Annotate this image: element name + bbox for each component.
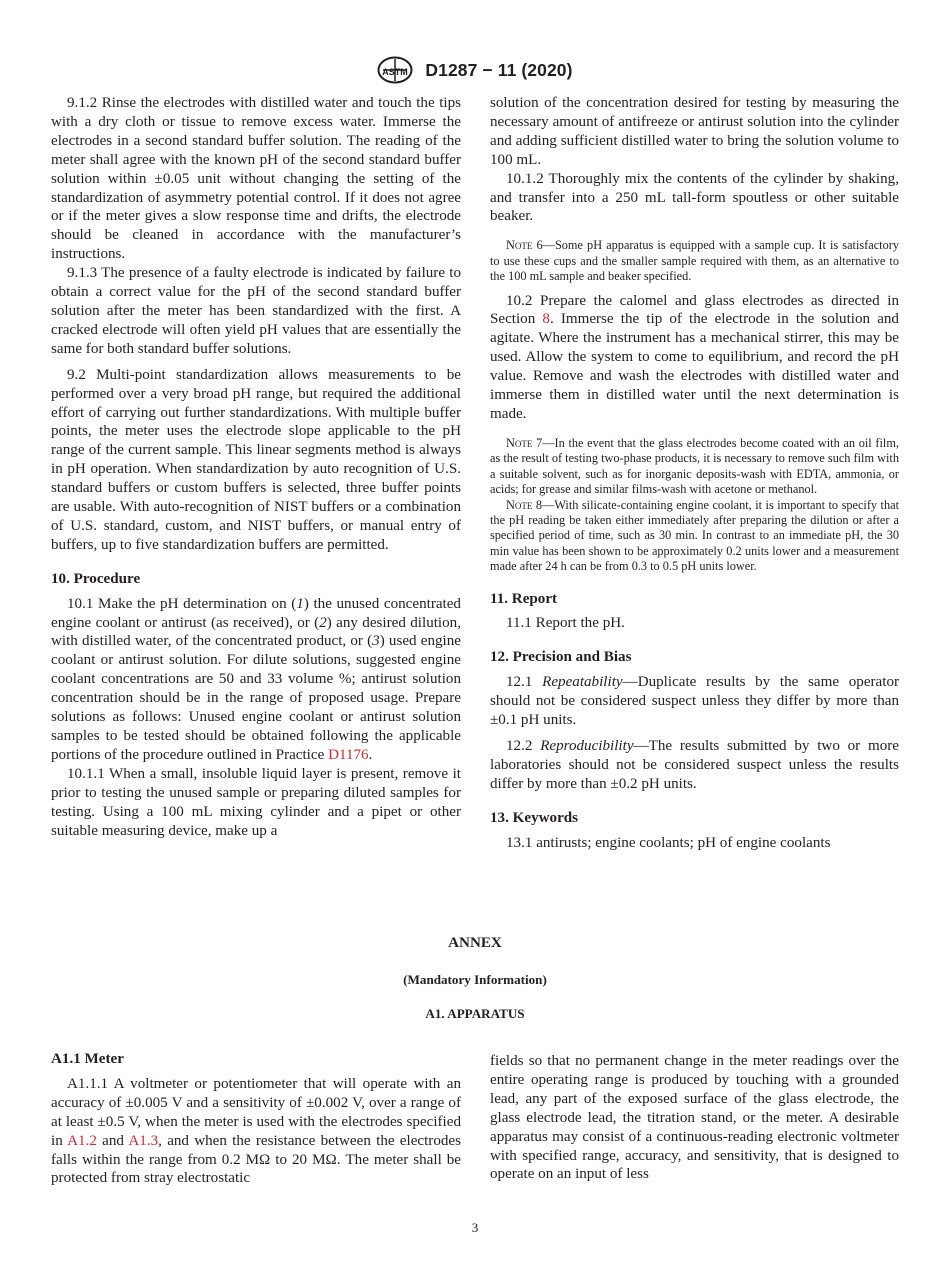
link-d1176[interactable]: D1176: [328, 746, 369, 763]
paragraph-10-1-1: 10.1.1 When a small, insoluble liquid layer is present, remove it prior to testing the unused sample or preparing diluted samples for testing. Using a 100 mL mixing cylinder and a pipet or other suitable measuring device, make up a: [51, 765, 461, 839]
paragraph-continued: solution of the concentration desired for testing by measuring the necessary amount of antifreeze or antirust solution into the cylinder and adding sufficient distilled water to bring the solution volume to 100 mL.: [490, 95, 899, 168]
paragraph-13-1: 13.1 antirusts; engine coolants; pH of engine coolants: [506, 834, 831, 851]
link-a1-2[interactable]: A1.2: [67, 1132, 97, 1149]
paragraph-9-1-2: 9.1.2 Rinse the electrodes with distilled water and touch the tips with a dry cloth or tissue to remove excess water. Immerse the electrodes in a second standard buffer solution. The reading of the meter shall agree with the known pH of the second standard buffer solution within ±0.05 unit without changing the setting of the standardization of asymmetry potential control. If it does not agree or if the meter gives a slow response time and drifts, the electrode should be cleaned in accordance with the manufacturer’s instructions.: [51, 95, 461, 263]
annex-section-heading: A1. APPARATUS: [425, 1006, 525, 1021]
section-heading-precision: 12. Precision and Bias: [490, 649, 632, 666]
section-heading-procedure: 10. Procedure: [51, 570, 141, 587]
paragraph-12-1: 12.1 Repeatability—Duplicate results by the same operator should not be considered suspect unless they differ by more than ±0.1 pH units.: [490, 674, 900, 729]
paragraph-11-1: 11.1 Report the pH.: [506, 615, 625, 632]
paragraph-10-1-2: 10.1.2 Thoroughly mix the contents of the cylinder by shaking, and transfer into a 250 mL tall-form spoutless or other suitable beaker.: [490, 170, 899, 225]
paragraph-a1-1-1: A1.1.1 A voltmeter or potentiometer that will operate with an accuracy of ±0.005 V and a sensitivity of ±0.002 V, over a range of at least ±0.5 V, when the meter is used with the electrodes specified in A1.2 and A1.3, and when the resistance between the electrodes falls within the range from 0.2 MΩ to 20 MΩ. The meter shall be protected from stray electrostatic: [51, 1075, 461, 1187]
paragraph-annex-continued: fields so that no permanent change in the meter readings over the entire operating range is produced by touching with a grounded lead, any part of the exposed surface of the glass electrode, the glass electrode lead, the titration stand, or the meter. A desirable apparatus may consist of a continuous-reading electronic voltmeter with specified range, accuracy, and sensitivity, that is designed to operate on an input of less: [490, 1053, 899, 1183]
link-a1-3[interactable]: A1.3: [128, 1132, 159, 1149]
annex-subheading-meter: A1.1 Meter: [51, 1051, 124, 1067]
paragraph-12-2: 12.2 Reproducibility—The results submitted by two or more laboratories should not be considered suspect unless the results differ by more than ±0.2 pH units.: [490, 738, 899, 792]
astm-logo-icon: [377, 56, 413, 84]
note-7: Note 7—In the event that the glass electrodes become coated with an oil film, as the result of testing two-phase products, it is necessary to remove such film with a suitable solvent, such as for inorganic deposits-wash with EDTA, ammonia, or acids; for grease and similar films-wash with acetone or methanol.: [490, 435, 899, 497]
link-section-8[interactable]: 8: [542, 311, 550, 328]
svg-text:ASTM: ASTM: [382, 67, 409, 77]
left-column: [51, 94, 461, 840]
right-column: [490, 94, 899, 853]
annex-title: ANNEX: [448, 935, 502, 951]
page-number: 3: [471, 1220, 479, 1235]
paragraph-9-1-3: 9.1.3 The presence of a faulty electrode is indicated by failure to obtain a correct value for the pH of the second standard buffer solution after the meter has been standardized with the first. A cracked electrode will often yield pH values that are essentially the same for both standard buffer solutions.: [51, 265, 461, 357]
paragraph-10-1: 10.1 Make the pH determination on (1) the unused concentrated engine coolant or antirust (as received), or (2) any desired dilution, with distilled water, of the concentrated product, or (3) used engine coolant or antirust solution. For dilute solutions, suggested engine coolant concentrations are 50 and 33 volume %; antirust solution concentration should be in the range of proposed usage. Prepare solutions as follows: Unused engine coolant or antirust solution samples to be tested should be obtained following the applicable portions of the procedure outlined in Practice D1176.: [51, 595, 461, 763]
paragraph-9-2: 9.2 Multi-point standardization allows measurements to be performed over a very broad pH range, but required the additional effort of carrying out further standardizations. With multiple buffer points, the meter uses the electrode slope applicable to the pH range of the current sample. This linear segments method is always in pH operation. When standardization by auto recognition of U.S. standard buffers or custom buffers is selected, three buffer points are usable. With auto-recognition of NIST buffers or a combination of U.S. standard, custom, and NIST buffers, or manual entry of buffers, up to five standardization buffers are permitted.: [51, 366, 461, 553]
paragraph-10-2: 10.2 Prepare the calomel and glass electrodes as directed in Section 8. Immerse the tip of the electrode in the solution and agitate. Where the instrument has a mechanical stirrer, this may be used. Allow the system to come to equilibrium, and record the pH value. Remove and wash the electrodes with distilled water and immerse them in distilled water until the next determination is made.: [490, 292, 899, 422]
note-6: Note 6—Some pH apparatus is equipped with a sample cup. It is satisfactory to use these cups and the smaller sample required with them, as an alternative to the 100 mL sample and beaker specified.: [490, 238, 899, 284]
note-8: Note 8—With silicate-containing engine coolant, it is important to specify that the pH reading be taken either immediately after preparing the dilution or after a specified period of time, such as 30 min. In contrast to an immediate pH, the 30 min value has been shown to be approximately 0.2 units lower and a measurement made after 24 h can be from 0.3 to 0.5 pH units lower.: [490, 497, 899, 574]
document-designation: D1287 − 11 (2020): [425, 59, 573, 80]
annex-subtitle: (Mandatory Information): [403, 972, 547, 987]
section-heading-report: 11. Report: [490, 590, 558, 607]
section-heading-keywords: 13. Keywords: [490, 809, 579, 826]
page-header: [0, 56, 950, 84]
annex-left-column: [51, 1050, 461, 1188]
annex-right-column: [490, 1052, 899, 1184]
